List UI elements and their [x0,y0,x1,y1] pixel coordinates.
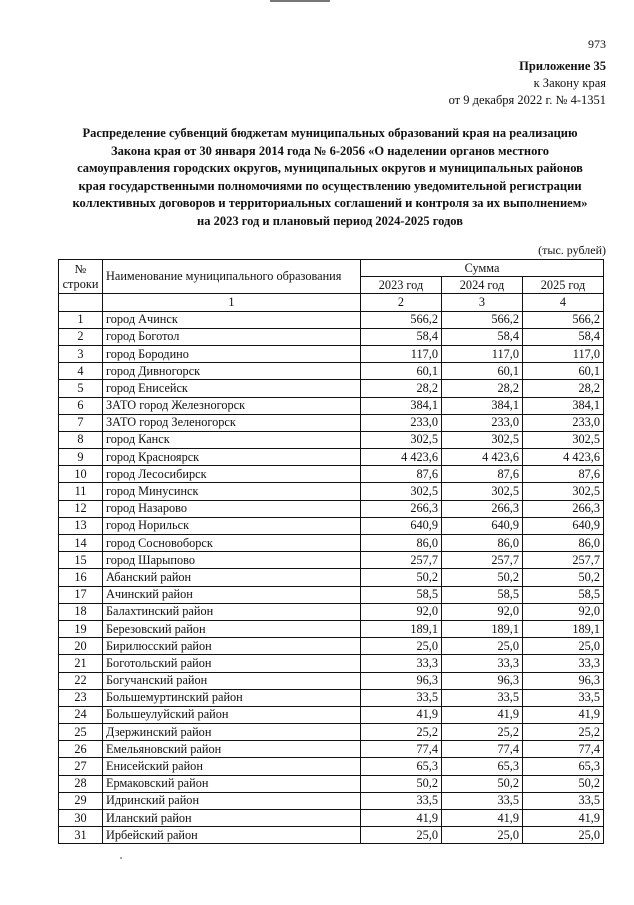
table-row [59,414,604,431]
row-number-cell: 21 [59,655,103,672]
row-number-cell: 9 [59,449,103,466]
amount-2024-cell: 41,9 [442,810,523,827]
amount-2025-cell: 77,4 [523,741,604,758]
municipality-name-cell: город Шарыпово [103,552,361,569]
document-title [50,125,610,230]
amount-2023-cell: 87,6 [361,466,442,483]
row-number-cell: 29 [59,792,103,809]
municipality-name-cell: Ирбейский район [103,827,361,844]
table-row [59,363,604,380]
municipality-name-cell: город Лесосибирск [103,466,361,483]
amount-2024-cell: 233,0 [442,414,523,431]
amount-2024-cell: 60,1 [442,363,523,380]
municipality-name-cell: город Енисейск [103,380,361,397]
municipality-name-cell: город Сосновоборск [103,535,361,552]
municipality-name-cell: Балахтинский район [103,603,361,620]
column-number: 2 [361,294,442,311]
amount-2023-cell: 640,9 [361,517,442,534]
amount-2023-cell: 77,4 [361,741,442,758]
amount-2024-cell: 77,4 [442,741,523,758]
table-row [59,603,604,620]
amount-2023-cell: 189,1 [361,620,442,637]
amount-2025-cell: 384,1 [523,397,604,414]
amount-2024-cell: 41,9 [442,706,523,723]
table-row [59,569,604,586]
municipality-name-cell: город Минусинск [103,483,361,500]
header-year-2025: 2025 год [523,277,604,294]
scan-speck [120,857,122,859]
amount-2024-cell: 92,0 [442,603,523,620]
units-label: (тыс. рублей) [538,243,606,257]
amount-2025-cell: 41,9 [523,810,604,827]
amount-2024-cell: 384,1 [442,397,523,414]
amount-2024-cell: 96,3 [442,672,523,689]
amount-2025-cell: 58,5 [523,586,604,603]
table-row [59,638,604,655]
amount-2025-cell: 566,2 [523,311,604,328]
header-municipality-name: Наименование муниципального образования [103,260,361,294]
amount-2024-cell: 4 423,6 [442,449,523,466]
row-number-cell: 3 [59,345,103,362]
municipality-name-cell: город Красноярск [103,449,361,466]
municipality-name-cell: Бирилюсский район [103,638,361,655]
column-number: 4 [523,294,604,311]
row-number-cell: 16 [59,569,103,586]
table-row [59,620,604,637]
table-row [59,741,604,758]
title-line: Закона края от 30 января 2014 года № 6-2056 «О наделении органов местного [111,143,549,158]
amount-2023-cell: 33,5 [361,689,442,706]
table-row [59,706,604,723]
table-row [59,775,604,792]
amount-2025-cell: 266,3 [523,500,604,517]
municipality-name-cell: Березовский район [103,620,361,637]
table-row [59,535,604,552]
amount-2023-cell: 233,0 [361,414,442,431]
amount-2024-cell: 257,7 [442,552,523,569]
amount-2024-cell: 25,0 [442,638,523,655]
table-row [59,345,604,362]
row-number-cell: 6 [59,397,103,414]
amount-2025-cell: 640,9 [523,517,604,534]
amount-2024-cell: 65,3 [442,758,523,775]
amount-2023-cell: 86,0 [361,535,442,552]
amount-2023-cell: 96,3 [361,672,442,689]
row-number-cell: 8 [59,431,103,448]
page-number: 973 [588,37,606,51]
municipality-name-cell: Абанский район [103,569,361,586]
table-row [59,311,604,328]
header-year-2023: 2023 год [361,277,442,294]
row-number-cell: 10 [59,466,103,483]
amount-2025-cell: 4 423,6 [523,449,604,466]
municipality-name-cell: Большемуртинский район [103,689,361,706]
amount-2025-cell: 25,2 [523,724,604,741]
table-row [59,449,604,466]
appendix-header [449,58,606,109]
amount-2025-cell: 50,2 [523,569,604,586]
row-number-cell: 7 [59,414,103,431]
municipality-name-cell: Иланский район [103,810,361,827]
title-line: Распределение субвенций бюджетам муниципальных образований края на реализацию [82,126,578,140]
amount-2024-cell: 117,0 [442,345,523,362]
amount-2025-cell: 92,0 [523,603,604,620]
table-row [59,810,604,827]
title-line: коллективных договоров и территориальных соглашений и контроля за их выполнением» [72,196,588,210]
amount-2025-cell: 25,0 [523,638,604,655]
amount-2023-cell: 33,5 [361,792,442,809]
row-number-cell: 20 [59,638,103,655]
row-number-cell: 11 [59,483,103,500]
table-row [59,586,604,603]
table-row [59,466,604,483]
amount-2025-cell: 189,1 [523,620,604,637]
row-number-cell: 5 [59,380,103,397]
table-body [59,311,604,844]
row-number-cell: 18 [59,603,103,620]
municipality-name-cell: ЗАТО город Железногорск [103,397,361,414]
header-row-number [59,260,103,294]
amount-2024-cell: 50,2 [442,775,523,792]
appendix-title: Приложение 35 [519,59,606,73]
amount-2025-cell: 117,0 [523,345,604,362]
table-row [59,397,604,414]
amount-2023-cell: 33,3 [361,655,442,672]
municipality-name-cell: Идринский район [103,792,361,809]
table-row [59,431,604,448]
table-row [59,724,604,741]
row-number-cell: 12 [59,500,103,517]
amount-2024-cell: 86,0 [442,535,523,552]
municipality-name-cell: город Ачинск [103,311,361,328]
row-number-cell: 19 [59,620,103,637]
amount-2025-cell: 33,5 [523,792,604,809]
amount-2024-cell: 302,5 [442,483,523,500]
row-number-cell: 30 [59,810,103,827]
amount-2024-cell: 25,2 [442,724,523,741]
amount-2025-cell: 302,5 [523,483,604,500]
row-number-cell: 27 [59,758,103,775]
amount-2024-cell: 189,1 [442,620,523,637]
amount-2025-cell: 257,7 [523,552,604,569]
amount-2024-cell: 87,6 [442,466,523,483]
column-number: 1 [103,294,361,311]
row-number-cell: 14 [59,535,103,552]
row-number-cell: 2 [59,328,103,345]
row-number-cell: 15 [59,552,103,569]
amount-2025-cell: 33,5 [523,689,604,706]
row-number-cell: 26 [59,741,103,758]
row-number-cell: 31 [59,827,103,844]
row-number-cell: 28 [59,775,103,792]
amount-2024-cell: 640,9 [442,517,523,534]
header-num-word: строки [62,276,99,291]
amount-2024-cell: 50,2 [442,569,523,586]
municipality-name-cell: Ачинский район [103,586,361,603]
table-row [59,792,604,809]
amount-2024-cell: 33,3 [442,655,523,672]
table-row [59,380,604,397]
table-row [59,483,604,500]
amount-2025-cell: 65,3 [523,758,604,775]
amount-2024-cell: 566,2 [442,311,523,328]
amount-2023-cell: 302,5 [361,431,442,448]
table-row [59,552,604,569]
table-header-row [59,260,604,277]
municipality-name-cell: Дзержинский район [103,724,361,741]
municipality-name-cell: город Дивногорск [103,363,361,380]
title-line: самоуправления городских округов, муниципальных округов и муниципальных районов [77,161,583,175]
amount-2023-cell: 266,3 [361,500,442,517]
amount-2024-cell: 28,2 [442,380,523,397]
municipality-name-cell: Енисейский район [103,758,361,775]
municipality-name-cell: город Бородино [103,345,361,362]
municipality-name-cell: Ермаковский район [103,775,361,792]
amount-2025-cell: 50,2 [523,775,604,792]
amount-2025-cell: 86,0 [523,535,604,552]
amount-2024-cell: 266,3 [442,500,523,517]
amount-2024-cell: 25,0 [442,827,523,844]
amount-2023-cell: 566,2 [361,311,442,328]
amount-2023-cell: 117,0 [361,345,442,362]
row-number-cell: 24 [59,706,103,723]
row-number-cell: 25 [59,724,103,741]
amount-2025-cell: 25,0 [523,827,604,844]
column-number-blank [59,294,103,311]
amount-2024-cell: 33,5 [442,689,523,706]
municipality-name-cell: город Назарово [103,500,361,517]
row-number-cell: 22 [59,672,103,689]
amount-2025-cell: 58,4 [523,328,604,345]
amount-2023-cell: 4 423,6 [361,449,442,466]
amount-2024-cell: 302,5 [442,431,523,448]
table-row [59,672,604,689]
amount-2023-cell: 50,2 [361,775,442,792]
amount-2023-cell: 92,0 [361,603,442,620]
title-line: на 2023 год и плановый период 2024-2025 годов [197,213,463,228]
amount-2023-cell: 28,2 [361,380,442,397]
row-number-cell: 23 [59,689,103,706]
header-num-symbol: № [74,261,87,276]
amount-2025-cell: 96,3 [523,672,604,689]
municipality-name-cell: город Боготол [103,328,361,345]
amount-2025-cell: 233,0 [523,414,604,431]
scan-artifact [270,0,330,2]
table-row [59,758,604,775]
amount-2023-cell: 58,4 [361,328,442,345]
municipality-name-cell: Богучанский район [103,672,361,689]
table-row [59,517,604,534]
table-row [59,827,604,844]
header-sum: Сумма [361,260,604,277]
column-number-row [59,294,604,311]
amount-2023-cell: 257,7 [361,552,442,569]
amount-2025-cell: 302,5 [523,431,604,448]
municipality-name-cell: Большеулуйский район [103,706,361,723]
appendix-law-date: от 9 декабря 2022 г. № 4-1351 [448,93,606,107]
amount-2023-cell: 384,1 [361,397,442,414]
appendix-law-reference: к Закону края [533,76,606,90]
table-row [59,689,604,706]
amount-2023-cell: 65,3 [361,758,442,775]
title-line: края государственными полномочиями по осуществлению уведомительной регистрации [78,178,582,193]
table-row [59,328,604,345]
subvention-table [58,259,604,844]
amount-2023-cell: 41,9 [361,810,442,827]
amount-2024-cell: 33,5 [442,792,523,809]
municipality-name-cell: Боготольский район [103,655,361,672]
row-number-cell: 17 [59,586,103,603]
amount-2025-cell: 28,2 [523,380,604,397]
municipality-name-cell: город Канск [103,431,361,448]
amount-2023-cell: 60,1 [361,363,442,380]
amount-2023-cell: 25,0 [361,827,442,844]
table-row [59,655,604,672]
municipality-name-cell: город Норильск [103,517,361,534]
amount-2023-cell: 50,2 [361,569,442,586]
amount-2023-cell: 41,9 [361,706,442,723]
amount-2025-cell: 60,1 [523,363,604,380]
row-number-cell: 4 [59,363,103,380]
amount-2025-cell: 33,3 [523,655,604,672]
table-row [59,500,604,517]
amount-2023-cell: 25,0 [361,638,442,655]
column-number: 3 [442,294,523,311]
amount-2024-cell: 58,5 [442,586,523,603]
amount-2024-cell: 58,4 [442,328,523,345]
amount-2023-cell: 302,5 [361,483,442,500]
municipality-name-cell: Емельяновский район [103,741,361,758]
amount-2025-cell: 87,6 [523,466,604,483]
row-number-cell: 1 [59,311,103,328]
amount-2025-cell: 41,9 [523,706,604,723]
municipality-name-cell: ЗАТО город Зеленогорск [103,414,361,431]
amount-2023-cell: 25,2 [361,724,442,741]
header-year-2024: 2024 год [442,277,523,294]
row-number-cell: 13 [59,517,103,534]
amount-2023-cell: 58,5 [361,586,442,603]
